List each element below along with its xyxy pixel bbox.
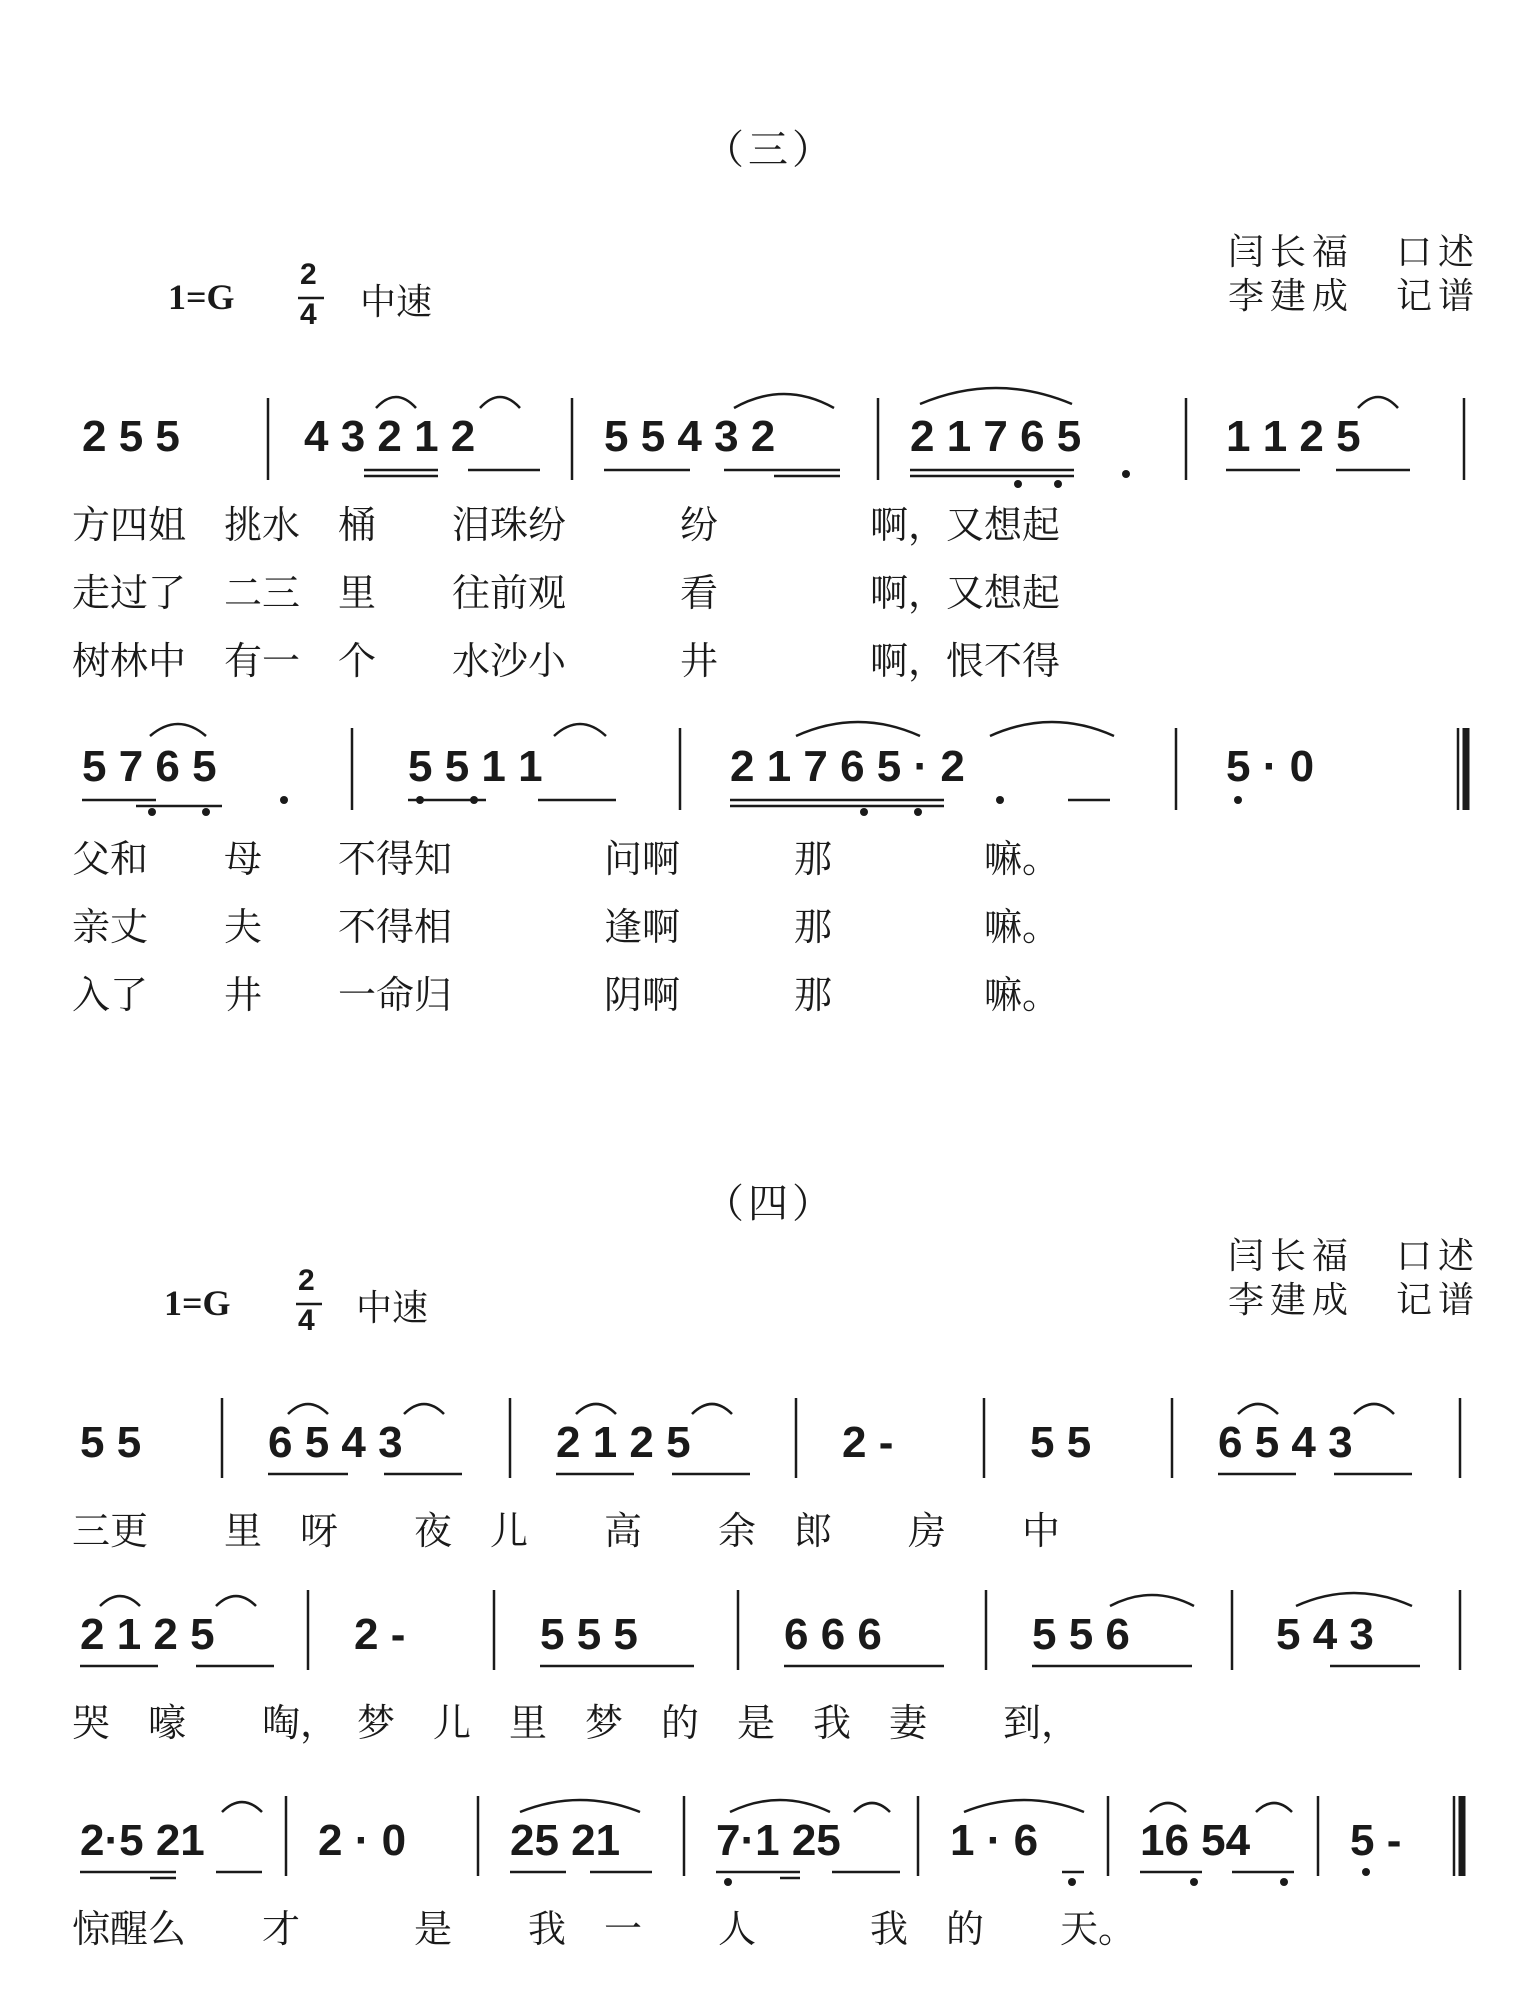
measure-notes: 2 - (354, 1610, 406, 1659)
time-signature-top: 2 (298, 1264, 315, 1297)
octave-dot (416, 796, 424, 804)
slur (692, 1404, 732, 1414)
measure-notes: 6 5 4 3 (1218, 1418, 1353, 1467)
slur (554, 724, 606, 736)
lyric-line: 惊醒么 才 是 我 一 人 我 的 天。 (72, 1907, 1137, 1951)
measure-notes: 4 3 2 1 2 (304, 412, 476, 461)
lyric-line: 哭 嚎 啕， 梦 儿 里 梦 的 是 我 妻 到， (72, 1701, 1080, 1745)
measure-notes: 7·1 25 (716, 1816, 841, 1865)
measure-notes: 2 1 7 6 5 · 2 (730, 742, 965, 791)
octave-dot (860, 808, 868, 816)
measure-notes: 5 5 (80, 1418, 142, 1467)
key-signature: 1=G (164, 1283, 231, 1323)
measure-notes: 5 5 5 (540, 1610, 638, 1659)
octave-dot (148, 808, 156, 816)
measure-notes: 5 7 6 5 (82, 742, 217, 791)
measure-notes: 5 - (1350, 1816, 1402, 1865)
credit-line: 闫长福 口述 (1228, 232, 1481, 273)
measure-notes: 1 · 6 (950, 1816, 1039, 1865)
measure-notes: 5 · 0 (1226, 742, 1315, 791)
credit-line: 李建成 记谱 (1228, 276, 1481, 317)
slur (480, 397, 520, 408)
measure-notes: 16 54 (1140, 1816, 1251, 1865)
slur (288, 1404, 328, 1414)
measure-notes: 6 6 6 (784, 1610, 882, 1659)
slur (1256, 1803, 1292, 1812)
octave-dot (1014, 480, 1022, 488)
lyric-line: 亲丈 夫 不得相 逢啊 那 嘛。 (72, 905, 1061, 949)
measure-notes: 5 5 1 1 (408, 742, 543, 791)
slur (1296, 1593, 1412, 1606)
slur (964, 1800, 1084, 1812)
measure-notes: 5 4 3 (1276, 1610, 1374, 1659)
key-signature: 1=G (168, 277, 235, 317)
lyric-line: 父和 母 不得知 问啊 那 嘛。 (72, 837, 1061, 881)
measure-notes: 2 - (842, 1418, 894, 1467)
time-signature-bottom: 4 (298, 1304, 315, 1337)
slur (520, 1800, 640, 1812)
time-signature-top: 2 (300, 258, 317, 291)
octave-dot (1234, 796, 1242, 804)
measure-notes: 2 5 5 (82, 412, 180, 461)
octave-dot (202, 808, 210, 816)
measure-notes: 5 5 6 (1032, 1610, 1130, 1659)
slur (730, 1800, 830, 1812)
octave-dot (1054, 480, 1062, 488)
measure-notes: 2 1 2 5 (80, 1610, 215, 1659)
measure-notes: 2 1 2 5 (556, 1418, 691, 1467)
measure-notes: 6 5 4 3 (268, 1418, 403, 1467)
slur (734, 394, 834, 408)
slur (1110, 1595, 1194, 1606)
slur (1238, 1404, 1278, 1414)
measure-notes: 2 1 7 6 5 (910, 412, 1082, 461)
measure-notes: 2 · 0 (318, 1816, 407, 1865)
slur (100, 1596, 140, 1606)
octave-dot (1190, 1878, 1198, 1886)
measure-notes: 1 1 2 5 (1226, 412, 1361, 461)
measure-notes: 5 5 (1030, 1418, 1092, 1467)
section-title: （四） (704, 1181, 836, 1227)
octave-dot (1280, 1878, 1288, 1886)
measure-notes: 2·5 21 (80, 1816, 205, 1865)
measure-notes: 5 5 4 3 2 (604, 412, 776, 461)
octave-dot (470, 796, 478, 804)
slur (404, 1404, 444, 1414)
lyric-line: 树林中 有一 个 水沙小 井 啊，恨不得 (72, 639, 1061, 683)
octave-dot (724, 1878, 732, 1886)
slur (150, 724, 206, 736)
lyric-line: 走过了 二三 里 往前观 看 啊，又想起 (72, 571, 1061, 615)
slur (1354, 1404, 1394, 1414)
credit-line: 李建成 记谱 (1228, 1280, 1481, 1321)
lyric-line: 三更 里 呀 夜 儿 高 余 郎 房 中 (72, 1509, 1061, 1553)
slur (222, 1802, 262, 1812)
slur (216, 1596, 256, 1606)
lyric-line: 方四姐 挑水 桶 泪珠纷 纷 啊，又想起 (72, 503, 1061, 547)
tempo-marking: 中速 (360, 282, 433, 323)
slur (1358, 397, 1398, 408)
lyric-line: 入了 井 一命归 阴啊 那 嘛。 (72, 973, 1061, 1017)
slur (920, 388, 1072, 404)
octave-dot (1068, 1878, 1076, 1886)
credit-line: 闫长福 口述 (1228, 1236, 1481, 1277)
time-signature-bottom: 4 (300, 298, 317, 331)
slur (854, 1803, 890, 1812)
octave-dot (1122, 470, 1130, 478)
slur (796, 722, 920, 736)
slur (576, 1404, 616, 1414)
section-title: （三） (704, 127, 836, 173)
octave-dot (914, 808, 922, 816)
slur (1150, 1803, 1186, 1812)
slur (376, 397, 416, 408)
tempo-marking: 中速 (356, 1288, 429, 1329)
octave-dot (280, 796, 288, 804)
octave-dot (996, 796, 1004, 804)
octave-dot (1362, 1868, 1370, 1876)
measure-notes: 25 21 (510, 1816, 621, 1865)
slur (990, 722, 1114, 736)
